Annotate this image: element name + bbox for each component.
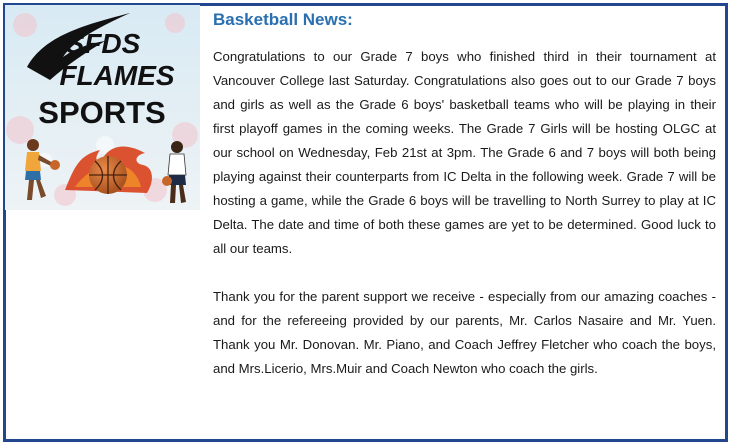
article-paragraph-1: Congratulations to our Grade 7 boys who finished third in their tournament at Vancouver College last Saturday. Congratulations also goes out to our Grade 7 boys and girls as well as the Grade 6 boys' basketball teams who will be playing in their first playoff games in the coming weeks. The Grade 7 Girls will be hosting OLGC at our school on Wednesday, Feb 21st at 3pm. The Grade 6 and 7 boys will both being playing against their counterparts from IC Delta in the following week. Grade 7 will be hosting a game, while the Grade 6 boys will be travelling to North Surrey to play at IC Delta. The date and time of both these games are yet to be determined. Good luck to all our teams. [213, 49, 716, 256]
basketball-icon [89, 156, 127, 194]
logo-graphic [5, 5, 200, 210]
article-heading: Basketball News: [213, 10, 353, 29]
article-paragraph-2: Thank you for the parent support we receive - especially from our amazing coaches - and for the refereeing provided by our parents, Mr. Carlos Nasaire and Mr. Yuen. Thank you Mr. Donovan. Mr. Piano, and Coach Jeffrey Fletcher who coach the boys, and Mrs.Licerio, Mrs.Muir and Coach Newton who coach the girls. [213, 289, 716, 376]
sfds-flames-sports-logo [5, 5, 200, 210]
logo-text-sports: SPORTS [38, 95, 166, 130]
logo-text-sfds: SFDS [65, 28, 141, 59]
article-body [213, 45, 716, 381]
logo-text-flames: FLAMES [59, 60, 175, 91]
